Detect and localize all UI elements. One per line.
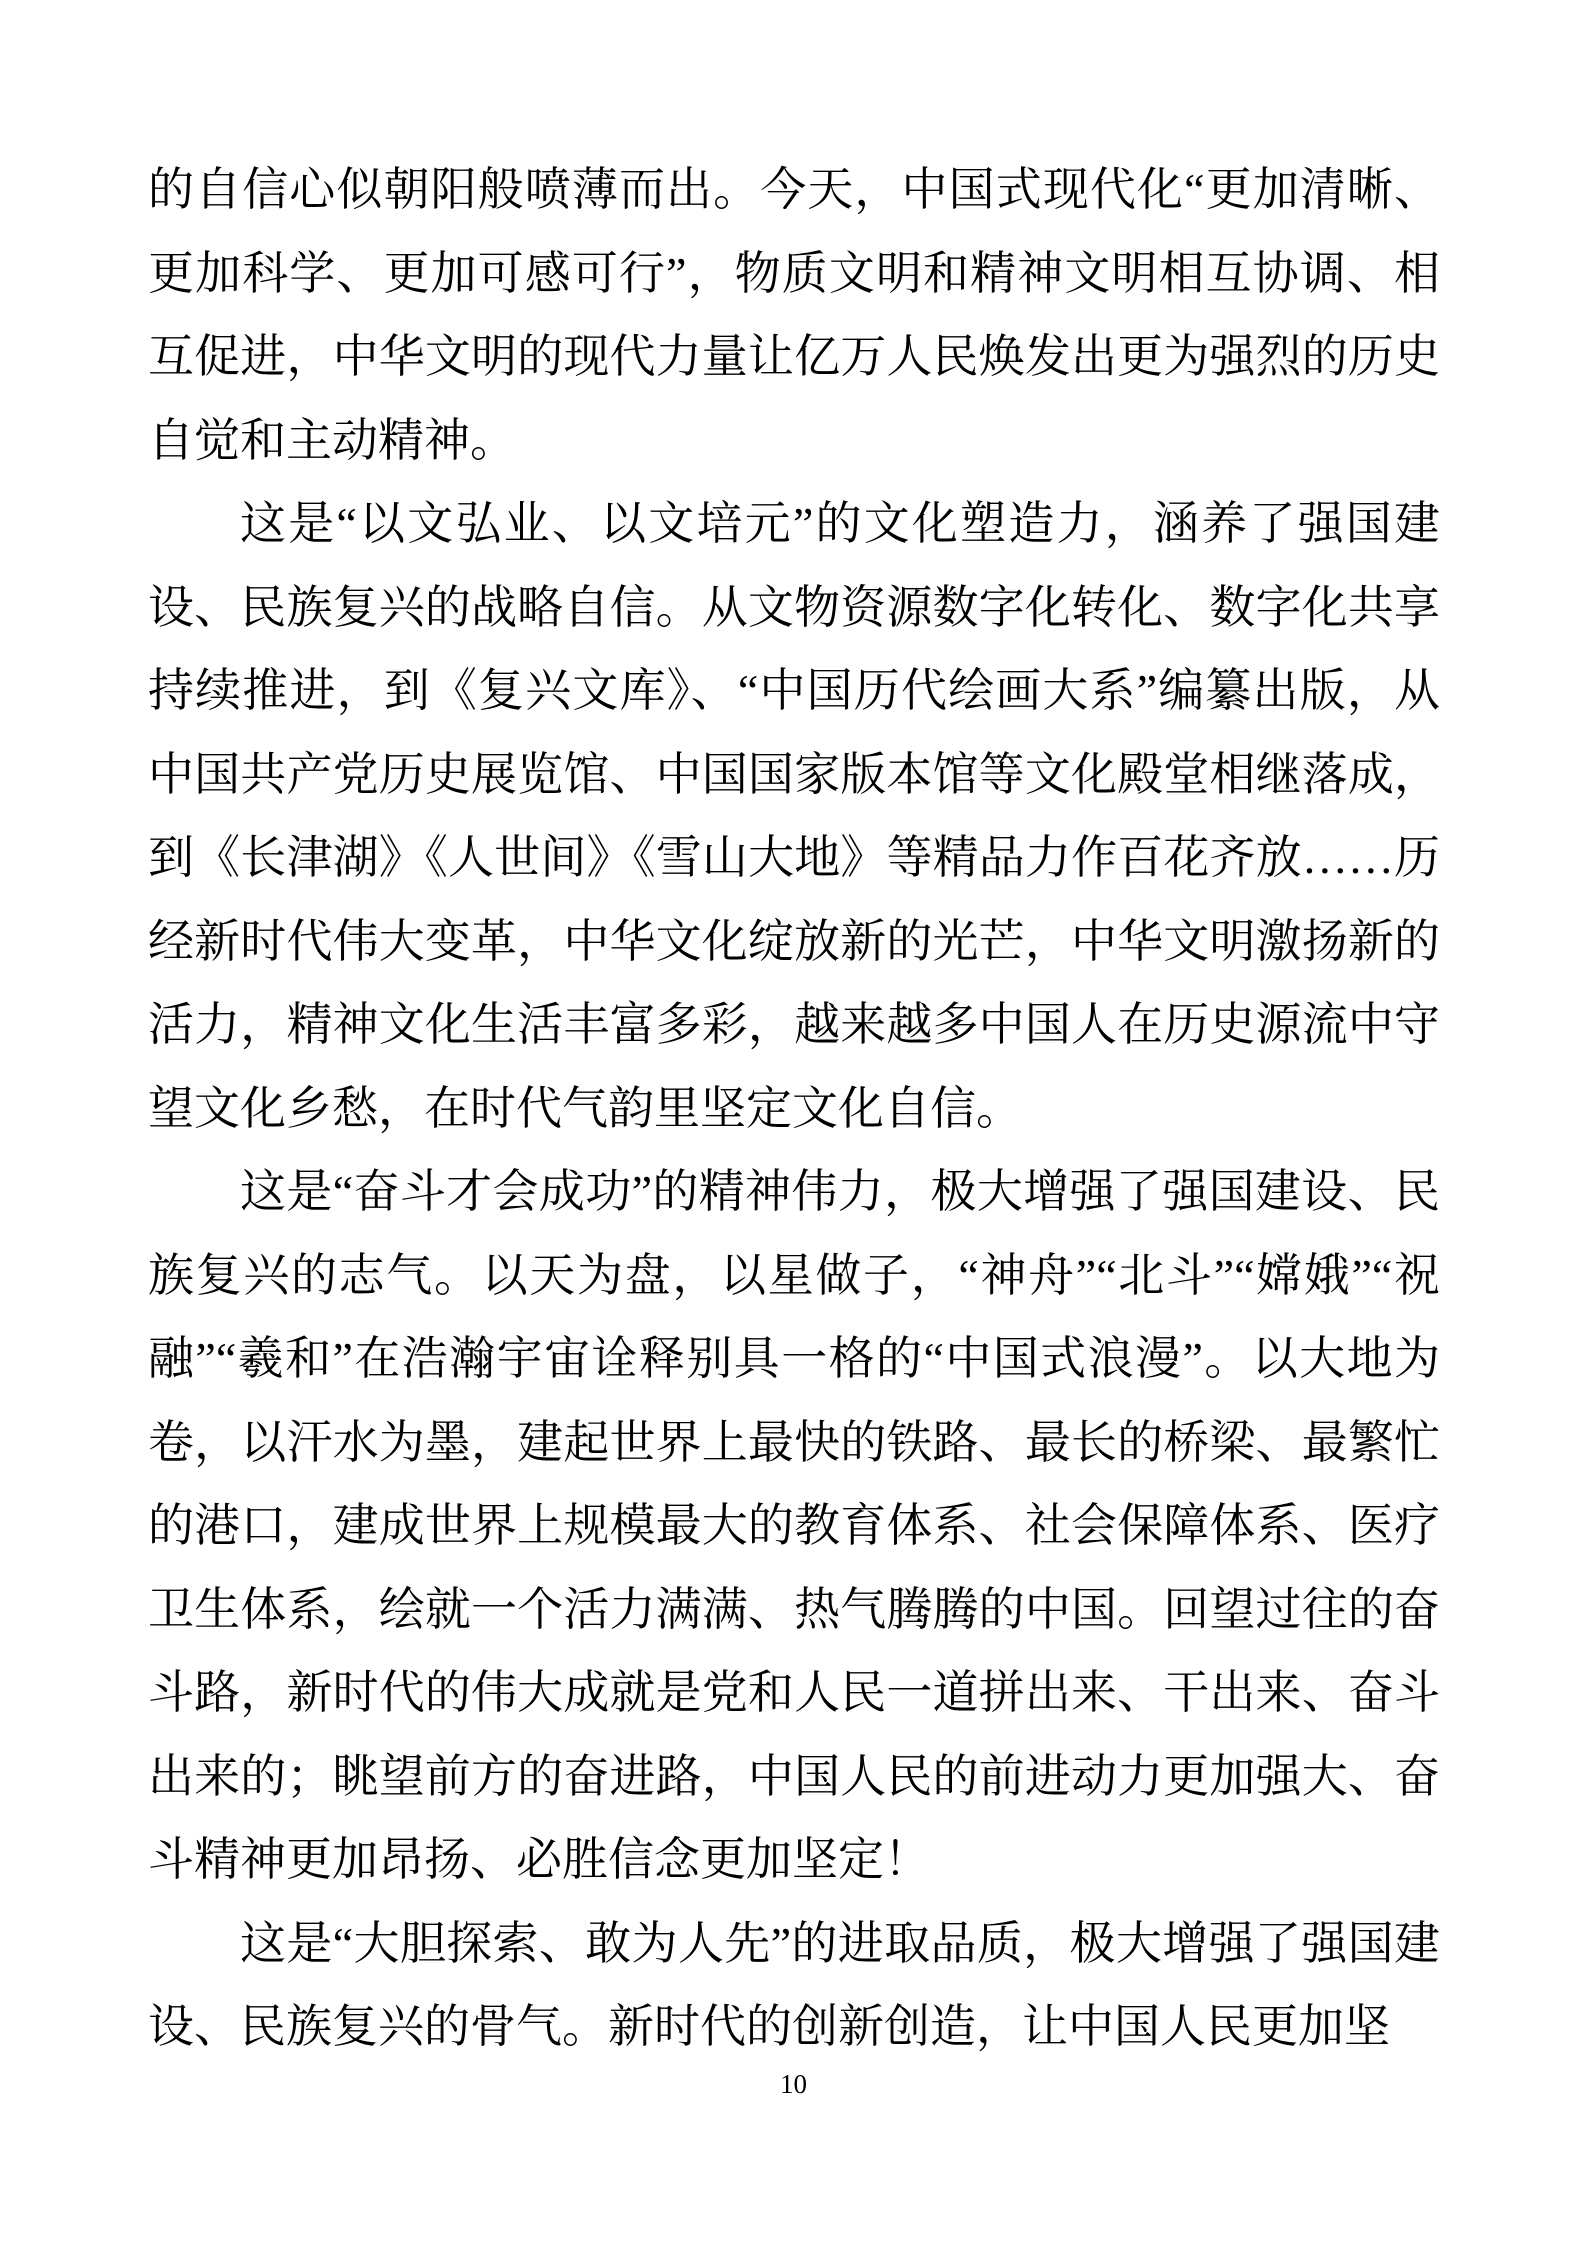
page-number: 10 — [780, 2069, 807, 2099]
page-body-text — [148, 148, 1440, 2069]
body-paragraph: 这是“大胆探索、敢为人先”的进取品质，极大增强了强国建设、民族复兴的骨气。新时代的创新创造，让中国人民更加坚 — [148, 1917, 1440, 2052]
body-paragraph: 这是“奋斗才会成功”的精神伟力，极大增强了强国建设、民族复兴的志气。以天为盘，以星做子，“神舟”“北斗”“嫦娥”“祝融”“羲和”在浩瀚宇宙诠释别具一格的“中国式浪漫”。以大地为卷，以汗水为墨，建起世界上最快的铁路、最长的桥梁、最繁忙的港口，建成世界上规模最大的教育体系、社会保障体系、医疗卫生体系，绘就一个活力满满、热气腾腾的中国。回望过往的奋斗路，新时代的伟大成就是党和人民一道拼出来、干出来、奋斗出来的；眺望前方的奋进路，中国人民的前进动力更加强大、奋斗精神更加昂扬、必胜信念更加坚定！ — [148, 1166, 1440, 1885]
body-paragraph: 这是“以文弘业、以文培元”的文化塑造力，涵养了强国建设、民族复兴的战略自信。从文物资源数字化转化、数字化共享持续推进，到《复兴文库》、“中国历代绘画大系”编纂出版，从中国共产党历史展览馆、中国国家版本馆等文化殿堂相继落成，到《长津湖》《人世间》《雪山大地》等精品力作百花齐放……历经新时代伟大变革，中华文化绽放新的光芒，中华文明激扬新的活力，精神文化生活丰富多彩，越来越多中国人在历史源流中守望文化乡愁，在时代气韵里坚定文化自信。 — [148, 498, 1440, 1134]
body-paragraph: 的自信心似朝阳般喷薄而出。今天，中国式现代化“更加清晰、更加科学、更加可感可行”，物质文明和精神文明相互协调、相互促进，中华文明的现代力量让亿万人民焕发出更为强烈的历史自觉和主动精神。 — [148, 164, 1440, 466]
